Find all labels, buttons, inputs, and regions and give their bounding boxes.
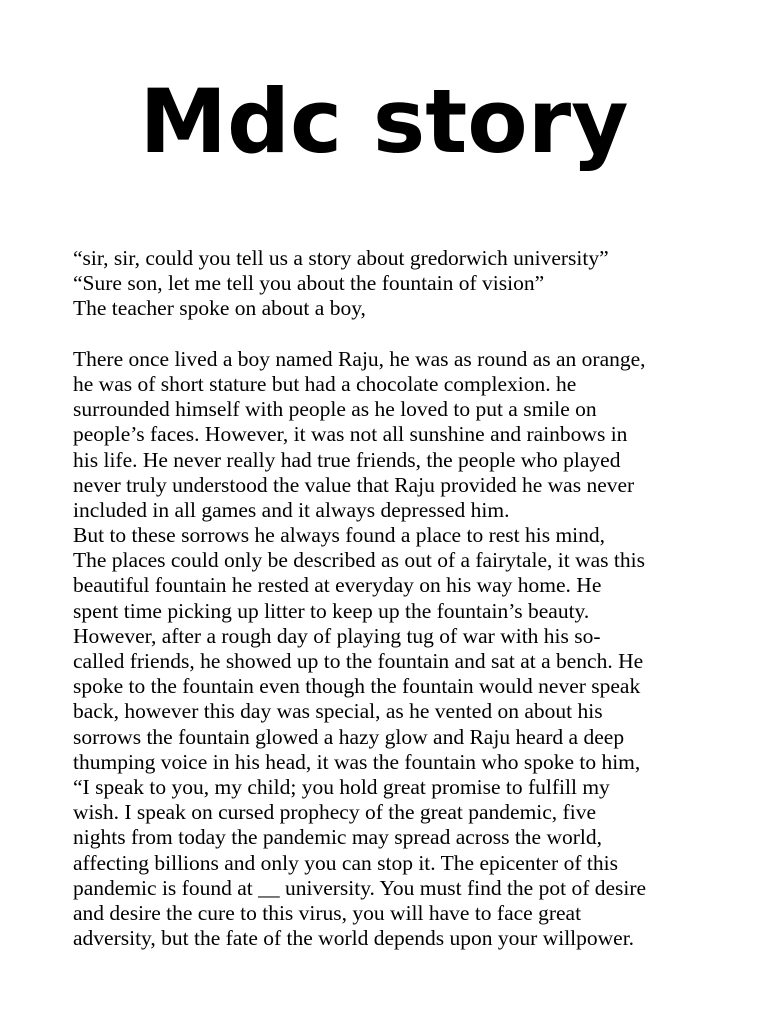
story-line: affecting billions and only you can stop it. The epicenter of this xyxy=(73,850,618,875)
story-line: pandemic is found at __ university. You must find the pot of desire xyxy=(73,875,647,900)
story-line: spent time picking up litter to keep up the fountain’s beauty. xyxy=(73,598,590,623)
story-line: and desire the cure to this virus, you will have to face great xyxy=(73,900,582,925)
story-line: called friends, he showed up to the fountain and sat at a bench. He xyxy=(73,649,644,673)
intro-line: “sir, sir, could you tell us a story about gredorwich university” xyxy=(73,246,609,270)
story-line: However, after a rough day of playing tug of war with his so- xyxy=(73,623,601,648)
story-line: There once lived a boy named Raju, he was as round as an orange, xyxy=(73,346,646,371)
story-line: his life. He never really had true friends, the people who played xyxy=(73,447,621,472)
story-line: “I speak to you, my child; you hold great promise to fulfill my xyxy=(73,774,610,799)
story-line: sorrows the fountain glowed a hazy glow and Raju heard a deep xyxy=(73,724,625,749)
story-line: But to these sorrows he always found a place to rest his mind, xyxy=(73,523,606,548)
story-line: nights from today the pandemic may spread across the world, xyxy=(73,825,602,850)
intro-line: The teacher spoke on about a boy, xyxy=(73,296,366,321)
story-line: never truly understood the value that Raju provided he was never xyxy=(73,472,635,497)
story-line: surrounded himself with people as he loved to put a smile on xyxy=(73,397,597,422)
story-line: beautiful fountain he rested at everyday on his way home. He xyxy=(73,573,602,598)
story-line: The places could only be described as out of a fairytale, it was this xyxy=(73,548,645,573)
document-title: Mdc story xyxy=(139,70,629,173)
story-line: spoke to the fountain even though the fountain would never speak xyxy=(73,674,641,699)
story-line: adversity, but the fate of the world depends upon your willpower. xyxy=(73,926,635,951)
document-body xyxy=(73,246,713,951)
story-line: thumping voice in his head, it was the fountain who spoke to him, xyxy=(73,749,641,774)
intro-line: “Sure son, let me tell you about the fountain of vision” xyxy=(73,271,545,296)
story-line: wish. I speak on cursed prophecy of the great pandemic, five xyxy=(73,800,596,825)
story-line: back, however this day was special, as he vented on about his xyxy=(73,699,603,724)
story-line: people’s faces. However, it was not all sunshine and rainbows in xyxy=(73,422,628,447)
story-line: he was of short stature but had a chocolate complexion. he xyxy=(73,371,577,396)
paragraph-gap xyxy=(73,322,713,347)
story-line: included in all games and it always depressed him. xyxy=(73,497,510,522)
